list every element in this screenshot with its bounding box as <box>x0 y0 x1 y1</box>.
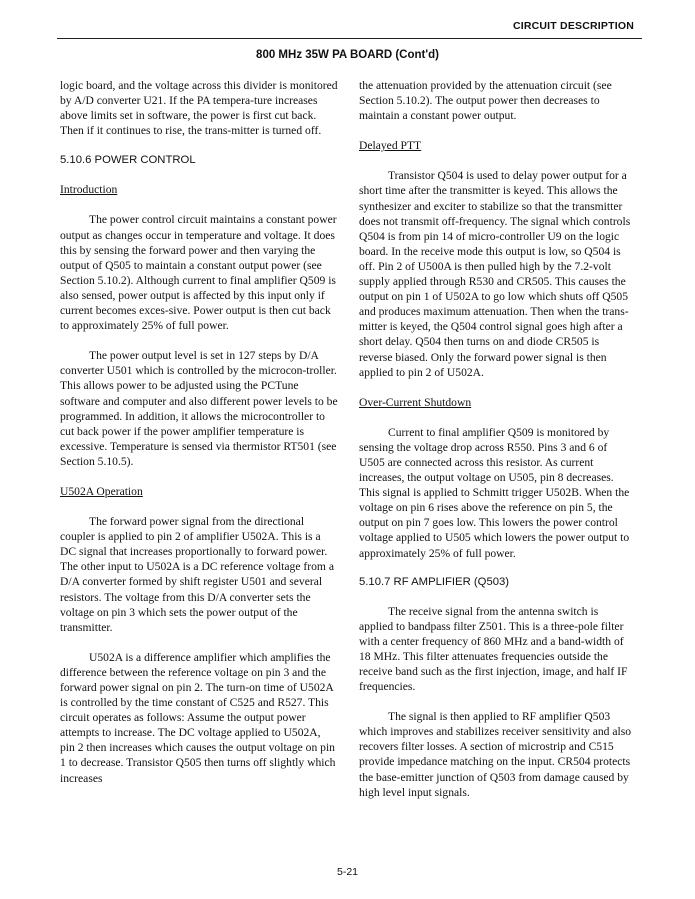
continuation-paragraph: logic board, and the voltage across this divider is monitored by A/D converter U21. If the PA tempera-ture increases above limits set in software, the power is first cut back. Then if it continues to rise, the trans-mitter is turned off. <box>60 79 338 138</box>
paragraph: The forward power signal from the directional coupler is applied to pin 2 of amplifier U502A. This is a DC signal that increases proportionally to forward power. The other input to U502A is a DC reference voltage from a D/A converter formed by shift register U501 and several resistors. The voltage from this D/A converter sets the voltage on pin 3 which sets the power output of the transmitter. <box>60 515 334 634</box>
paragraph: The power control circuit maintains a constant power output as changes occur in temperature and voltage. It does this by sensing the forward power and then varying the output of Q505 to maintain a constant output power (see Section 5.10.2). Although current to final amplifier Q509 is also sensed, power output is affected by this input only if current becomes exces-sive. Power output is then cut back to approximately 25% of full power. <box>60 213 337 333</box>
subheading-u502a-operation: U502A Operation <box>60 484 143 498</box>
paragraph: Current to final amplifier Q509 is monitored by sensing the voltage drop across R550. Pins 3 and 6 of U505 are connected across this resistor. As current increases, the output voltage on U505, pin 8 decreases. This signal is applied to Schmitt trigger U502B. When the voltage on pin 6 rises above the reference on pin 5, the output on pin 7 goes low. This lowers the power control voltage applied to U505 which lowers the power output to approximately 25% of full power. <box>359 425 630 560</box>
subheading-over-current-shutdown: Over-Current Shutdown <box>359 395 472 409</box>
page-number: 5-21 <box>336 866 358 878</box>
paragraph: The signal is then applied to RF amplifier Q503 which improves and stabilizes receiver sensitivity and also recovers filter losses. A section of microstrip and C515 provide impedance matching on the input. CR504 protects the base-emitter junction of Q503 from damage caused by high level input signals. <box>359 710 632 799</box>
subheading-delayed-ptt: Delayed PTT <box>359 139 422 153</box>
continuation-paragraph: the attenuation provided by the attenuation circuit (see Section 5.10.2). The output power then decreases to maintain a constant power output. <box>359 79 612 123</box>
page-title: 800 MHz 35W PA BOARD (Cont'd) <box>256 49 439 61</box>
left-column <box>60 78 338 786</box>
subheading-introduction: Introduction <box>60 183 118 197</box>
header-divider <box>57 38 642 39</box>
paragraph: U502A is a difference amplifier which amplifies the difference between the reference voltage on pin 3 and the forward power signal on pin 2. The turn-on time of U502A is controlled by the time constant of C525 and R527. This circuit operates as follows: Assume the output power attempts to increase. The DC voltage applied to U502A, pin 2 then increases which causes the output voltage on pin 1 to decrease. Transistor Q505 then turns off slightly which increases <box>60 650 336 785</box>
section-heading-power-control: 5.10.6 POWER CONTROL <box>60 154 196 167</box>
paragraph: Transistor Q504 is used to delay power output for a short time after the transmitter is keyed. This allows the synthesizer and exciter to stabilize so that the transmitter does not transmit off-frequency. The signal which controls Q504 is from pin 14 of micro-controller U9 on the logic board. In the receive mode this output is low, so Q504 is off. Pin 2 of U500A is then pulled high by the 7.2-volt supply applied through R530 and CR505. This causes the output on pin 1 of U502A to go low which shuts off Q505 and produces maximum attenuation. Then when the trans-mitter is keyed, the Q504 control signal goes high after a short delay. Q504 then turns on and diode CR505 is reverse biased. Only the forward power signal is then applied to pin 2 of U502A. <box>359 169 631 379</box>
paragraph: The receive signal from the antenna switch is applied to bandpass filter Z501. This is a three-pole filter with a center frequency of 860 MHz and a band-width of 18 MHz. This filter attenuates frequencies outside the receive band such as the first injection, image, and half IF frequencies. <box>359 604 628 694</box>
section-heading-rf-amplifier: 5.10.7 RF AMPLIFIER (Q503) <box>359 575 510 588</box>
running-header-label: CIRCUIT DESCRIPTION <box>512 20 634 32</box>
paragraph: The power output level is set in 127 steps by D/A converter U501 which is controlled by the microcon-troller. This allows power to be adjusted using the PCTune software and computer and also different power levels to be programmed. In addition, it allows the microcontroller to cut back power if the power amplifier temperature is excessive. Temperature is sensed via thermistor RT501 (see Section 5.10.5). <box>60 349 338 468</box>
right-column <box>359 78 635 800</box>
